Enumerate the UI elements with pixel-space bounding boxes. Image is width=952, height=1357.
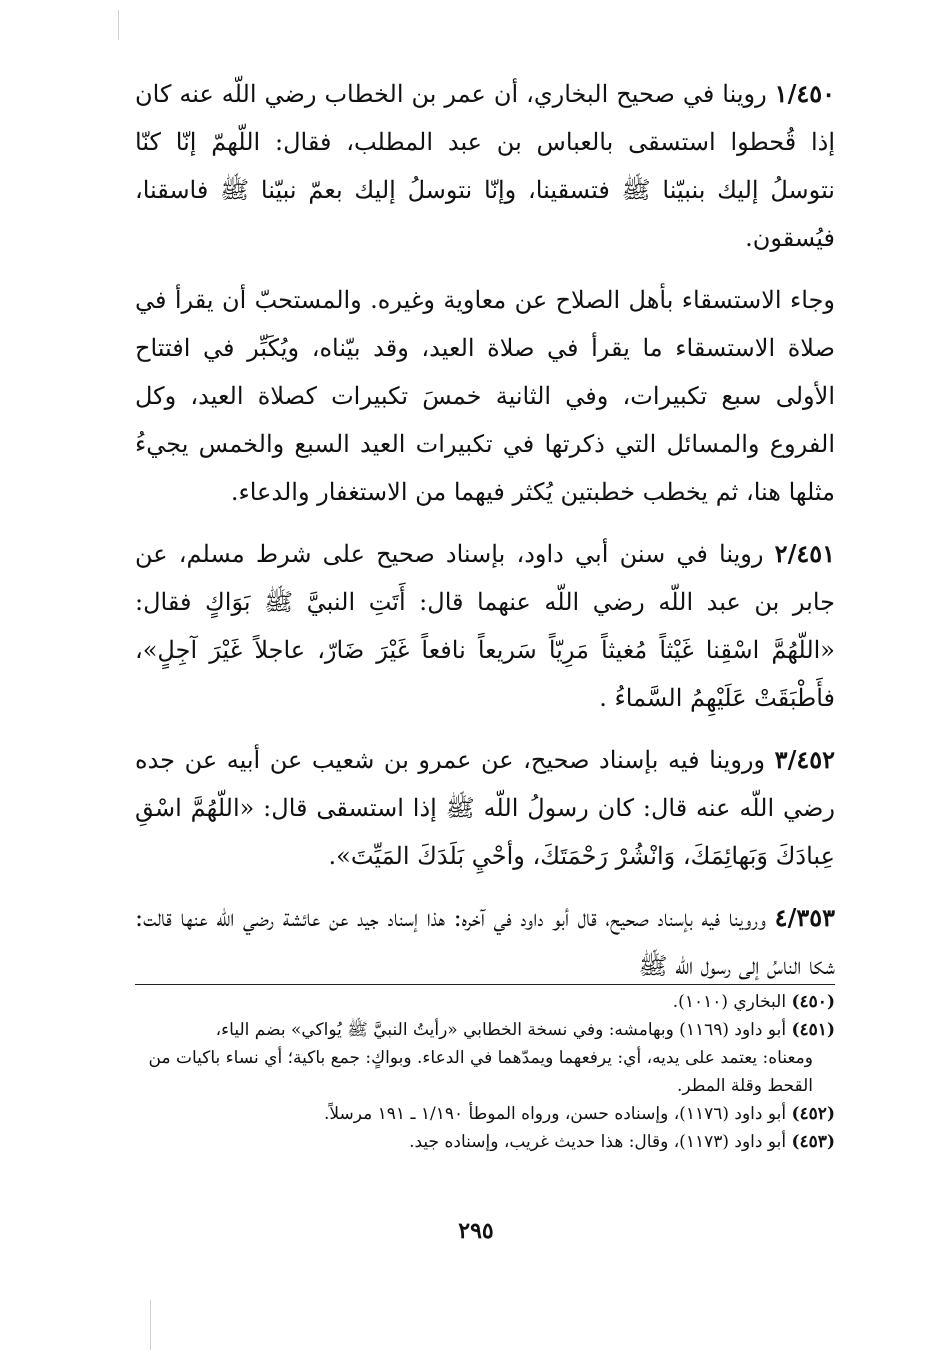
hadith-number: ٣/٤٥٢ [774,745,835,774]
footnote-number: (٤٥٢) [791,1104,835,1124]
hadith-paragraph-450 [135,70,835,262]
paragraph-text: روينا في سنن أبي داود، بإسناد صحيح على شرط مسلم، عن جابر بن عبد اللّه رضي اللّه عنهما قال: أَتَتِ النبيَّ ﷺ بَوَاكٍ فقال: «اللّهُمَّ اسْقِنا غَيْثاً مُغيثاً مَرِيّاً سَريعاً نافعاً غَيْرَ ضَارّ، عاجلاً غَيْرَ آجِلٍ»، فأَطْبَقَتْ عَلَيْهِمُ السَّماءُ . [135,540,835,712]
footnote-divider [135,984,835,985]
footnote-text: أبو داود (١١٧٦)، وإسناده حسن، ورواه الموطأ ١/١٩٠ ـ ١٩١ مرسلاً. [323,1104,792,1124]
footnote-number: (٤٥٠) [791,992,835,1012]
footnote-text: أبو داود (١١٧٣)، وقال: هذا حديث غريب، وإسناده جيد. [409,1132,792,1152]
hadith-number: ٢/٤٥١ [774,539,835,568]
footnote-451 [135,1016,835,1044]
margin-line-top [118,10,119,40]
hadith-paragraph-451 [135,530,835,722]
hadith-paragraph-453 [135,894,835,990]
hadith-number: ١/٤٥٠ [774,79,835,108]
commentary-paragraph [135,276,835,516]
footnote-453 [135,1128,835,1156]
margin-line-bottom [150,1300,151,1350]
footnote-text: ومعناه: يعتمد على يديه، أي: يرفعهما ويمدّهما في الدعاء. وبواكٍ: جمع باكية؛ أي نساء باكيات من القحط وقلة المطر. [148,1048,813,1096]
footnote-452 [135,1100,835,1128]
footnote-number: (٤٥١) [791,1020,835,1040]
footnote-text: البخاري (١٠١٠). [672,992,792,1012]
hadith-number: ٤/٣٥٣ [774,903,835,932]
page-number: ٢٩٥ [458,1218,494,1244]
footnote-451-continuation [135,1044,835,1100]
hadith-paragraph-452 [135,736,835,880]
paragraph-text: وروينا فيه بإسناد صحيح، عن عمرو بن شعيب عن أبيه عن جده رضي اللّه عنه قال: كان رسولُ اللّه ﷺ إذا استسقى قال: «اللّهُمَّ اسْقِ عِبادَكَ وَبَهائِمَكَ، وَانْشُرْ رَحْمَتَكَ، وأحْيِ بَلَدَكَ المَيِّتَ». [135,746,835,870]
main-text-body [135,70,835,1004]
footnote-number: (٤٥٣) [791,1132,835,1152]
paragraph-text: روينا في صحيح البخاري، أن عمر بن الخطاب رضي اللّه عنه كان إذا قُحطوا استسقى بالعباس بن عبد المطلب، فقال: اللّهمّ إنّا كنّا نتوسلُ إليك بنبيّنا ﷺ فتسقينا، وإنّا نتوسلُ إليك بعمّ نبيّنا ﷺ فاسقنا، فيُسقون. [135,80,835,252]
footnote-450 [135,988,835,1016]
paragraph-text: وجاء الاستسقاء بأهل الصلاح عن معاوية وغيره. والمستحبّ أن يقرأ في صلاة الاستسقاء ما يقرأ في صلاة العيد، وقد بيّناه، ويُكَبِّر في افتتاح الأولى سبع تكبيرات، وفي الثانية خمسَ تكبيرات كصلاة العيد، وكل الفروع والمسائل التي ذكرتها في تكبيرات العيد السبع والخمس يجيءُ مثلها هنا، ثم يخطب خطبتين يُكثر فيهما من الاستغفار والدعاء. [135,286,835,506]
footnote-text: أبو داود (١١٦٩) وبهامشه: وفي نسخة الخطابي «رأيتُ النبيَّ ﷺ يُواكي» بضم الياء، [215,1020,792,1040]
paragraph-text: وروينا فيه بإسناد صحيح، قال أبو داود في آخره: هذا إسناد جيد عن عائشة رضي اللّه عنها قالت: شكا الناسُ إلى رسول اللّه ﷺ [135,904,835,980]
footnotes-section [135,988,835,1156]
